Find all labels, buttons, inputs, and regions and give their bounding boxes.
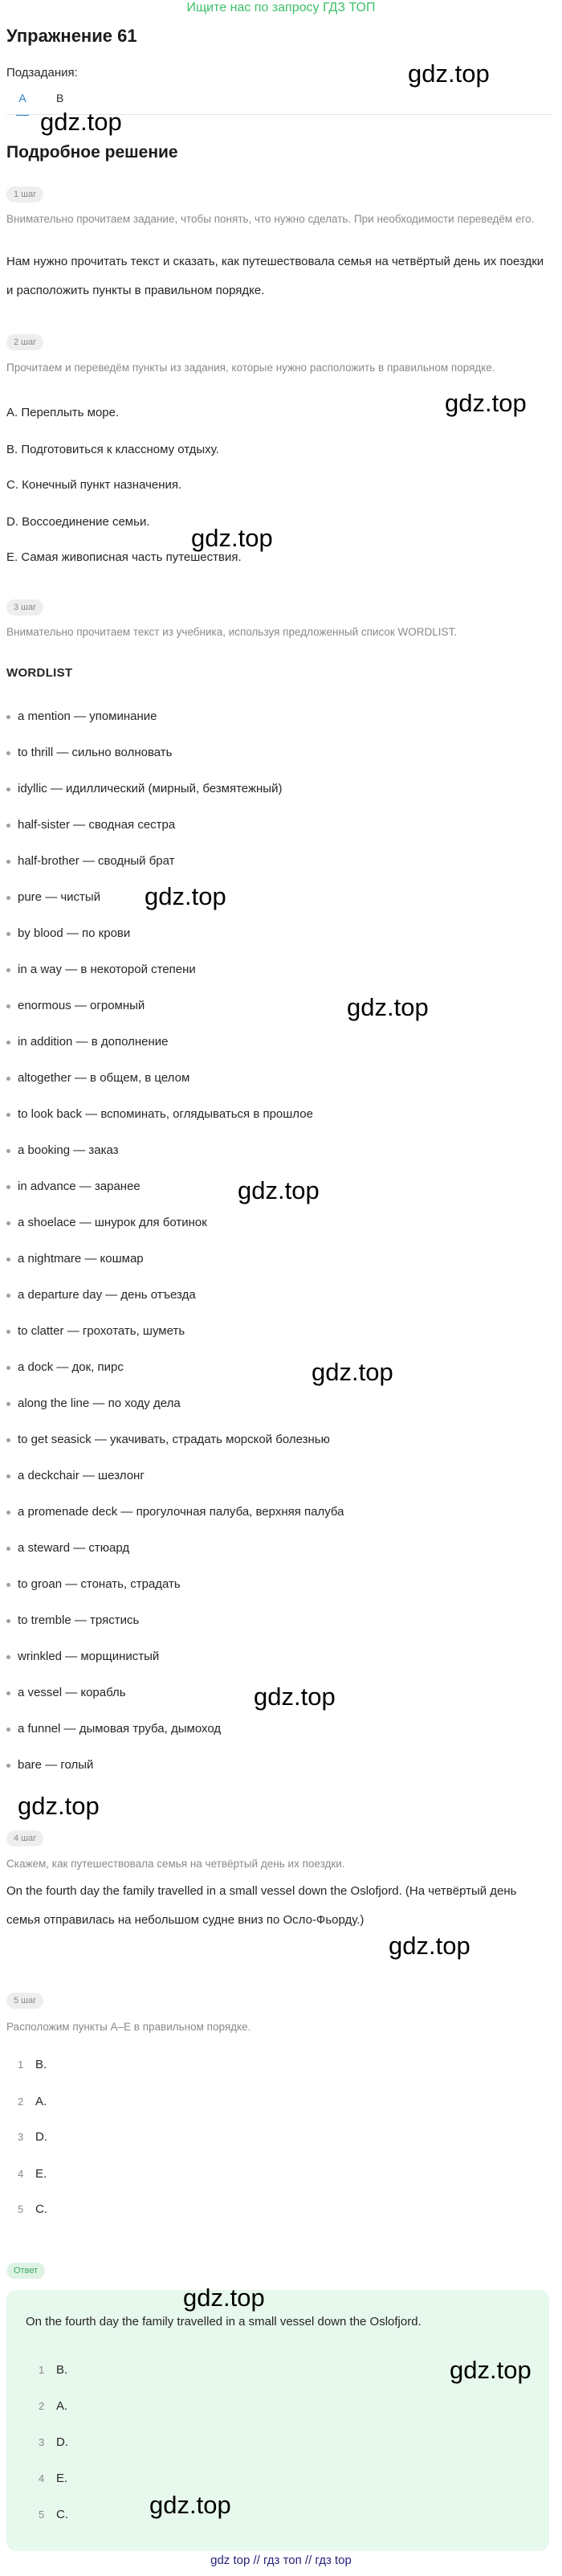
bullet-icon <box>6 824 10 828</box>
step-3-badge: 3 шаг <box>6 599 43 615</box>
wordlist-item <box>18 1504 344 1520</box>
order-number: 2 <box>39 2400 45 2412</box>
bullet-icon <box>6 932 10 936</box>
footer-links[interactable]: gdz top // гдз топ // гдз top <box>210 2554 352 2567</box>
wordlist-text: half-brother — сводный брат <box>18 854 175 868</box>
wordlist-text: enormous — огромный <box>18 999 145 1012</box>
watermark: gdz.top <box>408 59 490 88</box>
wordlist-text: in addition — в дополнение <box>18 1035 169 1049</box>
wordlist-text: a nightmare — кошмар <box>18 1252 144 1266</box>
step-1-badge: 1 шаг <box>6 186 43 202</box>
order-value: A. <box>35 2095 47 2108</box>
wordlist-item <box>18 817 175 833</box>
wordlist-item <box>18 1757 93 1773</box>
bullet-icon <box>6 1474 10 1478</box>
wordlist-text: altogether — в общем, в целом <box>18 1071 190 1085</box>
wordlist-item <box>18 1215 207 1231</box>
tab-a[interactable]: A <box>16 90 29 116</box>
order-value: D. <box>56 2435 68 2449</box>
order-number: 3 <box>39 2436 45 2448</box>
order-number: 4 <box>18 2168 24 2180</box>
watermark: gdz.top <box>312 1358 393 1386</box>
order-item <box>18 2094 47 2110</box>
search-banner[interactable]: Ищите нас по запросу ГДЗ ТОП <box>186 1 376 14</box>
order-number: 2 <box>18 2096 24 2108</box>
task-item-c: C. Конечный пункт назначения. <box>6 478 182 492</box>
step-1-text: Нам нужно прочитать текст и сказать, как путешествовала семья на четвёртый день их поездки и расположить пункты в правильном порядке. <box>6 255 544 297</box>
wordlist-item <box>18 962 196 978</box>
wordlist-text: along the line — по ходу дела <box>18 1396 181 1410</box>
order-number: 5 <box>18 2203 24 2215</box>
step-1-note: Внимательно прочитаем задание, чтобы понять, что нужно сделать. При необходимости переведём его. <box>6 213 535 225</box>
wordlist-item <box>18 1251 144 1267</box>
answer-order-item <box>39 2398 67 2414</box>
watermark: gdz.top <box>254 1683 336 1711</box>
step-2-note: Прочитаем и переведём пункты из задания, которые нужно расположить в правильном порядке. <box>6 362 495 374</box>
wordlist-item <box>18 1540 129 1556</box>
answer-order-item <box>39 2471 67 2487</box>
wordlist-text: pure — чистый <box>18 890 101 904</box>
wordlist-text: a mention — упоминание <box>18 709 157 723</box>
answer-order-item <box>39 2362 67 2378</box>
watermark: gdz.top <box>238 1176 320 1204</box>
bullet-icon <box>6 1113 10 1117</box>
bullet-icon <box>6 1764 10 1768</box>
order-number: 4 <box>39 2472 45 2484</box>
bullet-icon <box>6 715 10 719</box>
wordlist-item <box>18 781 282 797</box>
wordlist-item <box>18 1685 126 1701</box>
order-number: 3 <box>18 2131 24 2143</box>
order-value: D. <box>35 2130 47 2144</box>
order-value: E. <box>56 2472 68 2485</box>
wordlist-item <box>18 1143 119 1159</box>
watermark: gdz.top <box>149 2491 231 2519</box>
step-4-text: On the fourth day the family travelled in a small vessel down the Oslofjord. (На четвёртый день семья отправилась на небольшом судне вниз по Осло-Фьорду.) <box>6 1884 517 1927</box>
wordlist-text: a booking — заказ <box>18 1143 119 1157</box>
watermark: gdz.top <box>145 882 226 910</box>
order-item <box>18 2202 47 2218</box>
bullet-icon <box>6 860 10 864</box>
subtasks-label: Подзадания: <box>6 66 78 80</box>
bullet-icon <box>6 1402 10 1406</box>
bullet-icon <box>6 1655 10 1659</box>
wordlist-text: a shoelace — шнурок для ботинок <box>18 1216 207 1229</box>
wordlist-item <box>18 1468 145 1484</box>
wordlist-item <box>18 1106 313 1122</box>
step-5-note: Расположим пункты A–E в правильном порядке. <box>6 2021 251 2033</box>
wordlist-text: a deckchair — шезлонг <box>18 1469 145 1482</box>
task-item-d: D. Воссоединение семьи. <box>6 515 150 529</box>
bullet-icon <box>6 896 10 900</box>
order-value: C. <box>35 2202 47 2216</box>
bullet-icon <box>6 787 10 791</box>
bullet-icon <box>6 1691 10 1695</box>
task-item-a: A. Переплыть море. <box>6 406 120 419</box>
watermark: gdz.top <box>347 993 429 1021</box>
wordlist-item <box>18 1070 189 1086</box>
wordlist-text: a steward — стюард <box>18 1541 130 1555</box>
step-5-badge: 5 шаг <box>6 1993 43 2009</box>
wordlist-text: idyllic — идиллический (мирный, безмятежный) <box>18 782 283 795</box>
step-4-note: Скажем, как путешествовала семья на четвёртый день их поездки. <box>6 1858 345 1870</box>
bullet-icon <box>6 751 10 755</box>
wordlist-item <box>18 1360 124 1376</box>
bullet-icon <box>6 1004 10 1008</box>
step-4-badge: 4 шаг <box>6 1830 43 1846</box>
bullet-icon <box>6 1728 10 1732</box>
wordlist-item <box>18 1034 168 1050</box>
order-value: B. <box>35 2058 47 2071</box>
watermark: gdz.top <box>191 524 273 552</box>
watermark: gdz.top <box>183 2284 265 2312</box>
solution-title: Подробное решение <box>6 143 178 162</box>
watermark: gdz.top <box>450 2356 531 2384</box>
order-item <box>18 2166 47 2182</box>
wordlist-item <box>18 1613 139 1629</box>
answer-order-item <box>39 2435 68 2451</box>
wordlist-item <box>18 745 172 761</box>
wordlist-item <box>18 1396 181 1412</box>
wordlist-text: to groan — стонать, страдать <box>18 1577 181 1591</box>
order-number: 1 <box>18 2059 24 2071</box>
wordlist-item <box>18 1323 185 1339</box>
bullet-icon <box>6 1583 10 1587</box>
tab-b[interactable]: B <box>56 92 64 104</box>
watermark: gdz.top <box>40 108 122 136</box>
bullet-icon <box>6 1185 10 1189</box>
wordlist-item <box>18 1287 196 1303</box>
bullet-icon <box>6 968 10 972</box>
wordlist-text: to tremble — трястись <box>18 1613 140 1627</box>
bullet-icon <box>6 1149 10 1153</box>
wordlist-item <box>18 1576 181 1593</box>
wordlist-text: a promenade deck — прогулочная палуба, верхняя палуба <box>18 1505 344 1519</box>
wordlist-item <box>18 1721 221 1737</box>
wordlist-item <box>18 926 130 942</box>
bullet-icon <box>6 1438 10 1442</box>
wordlist-text: a funnel — дымовая труба, дымоход <box>18 1722 222 1736</box>
step-2-badge: 2 шаг <box>6 334 43 350</box>
wordlist-item <box>18 889 100 906</box>
watermark: gdz.top <box>445 389 527 417</box>
watermark: gdz.top <box>389 1932 470 1960</box>
bullet-icon <box>6 1041 10 1045</box>
wordlist-text: a departure day — день отъезда <box>18 1288 196 1302</box>
wordlist-text: bare — голый <box>18 1758 94 1772</box>
bullet-icon <box>6 1077 10 1081</box>
wordlist-title: WORDLIST <box>6 666 73 680</box>
watermark: gdz.top <box>18 1792 100 1820</box>
order-number: 1 <box>39 2364 45 2376</box>
order-number: 5 <box>39 2509 45 2521</box>
bullet-icon <box>6 1257 10 1261</box>
answer-order-item <box>39 2507 68 2523</box>
order-value: A. <box>56 2399 68 2413</box>
wordlist-text: to look back — вспоминать, оглядываться в прошлое <box>18 1107 313 1121</box>
wordlist-item <box>18 853 175 869</box>
wordlist-item <box>18 1432 330 1448</box>
bullet-icon <box>6 1619 10 1623</box>
wordlist-text: a dock — док, пирс <box>18 1360 124 1374</box>
wordlist-item <box>18 1179 140 1195</box>
wordlist-item <box>18 1649 159 1665</box>
wordlist-text: wrinkled — морщинистый <box>18 1650 160 1663</box>
bullet-icon <box>6 1366 10 1370</box>
task-item-e: E. Самая живописная часть путешествия. <box>6 550 242 564</box>
wordlist-text: a vessel — корабль <box>18 1686 126 1699</box>
order-item <box>18 2129 47 2145</box>
exercise-title: Упражнение 61 <box>6 26 137 46</box>
wordlist-text: in advance — заранее <box>18 1180 140 1193</box>
bullet-icon <box>6 1511 10 1515</box>
wordlist-text: by blood — по крови <box>18 926 131 940</box>
order-value: B. <box>56 2363 68 2377</box>
wordlist-item <box>18 709 157 725</box>
step-3-note: Внимательно прочитаем текст из учебника, используя предложенный список WORDLIST. <box>6 626 458 638</box>
task-item-b: B. Подготовиться к классному отдыху. <box>6 443 219 456</box>
bullet-icon <box>6 1221 10 1225</box>
order-value: C. <box>56 2508 68 2521</box>
order-value: E. <box>35 2167 47 2181</box>
wordlist-text: half-sister — сводная сестра <box>18 818 176 832</box>
order-item <box>18 2057 47 2073</box>
wordlist-text: to clatter — грохотать, шуметь <box>18 1324 185 1338</box>
answer-badge: Ответ <box>6 2263 45 2279</box>
wordlist-text: in a way — в некоторой степени <box>18 963 196 976</box>
answer-text: On the fourth day the family travelled in a small vessel down the Oslofjord. <box>26 2315 422 2329</box>
wordlist-item <box>18 998 145 1014</box>
wordlist-text: to get seasick — укачивать, страдать морской болезнью <box>18 1433 330 1446</box>
bullet-icon <box>6 1330 10 1334</box>
wordlist-text: to thrill — сильно волновать <box>18 746 173 759</box>
bullet-icon <box>6 1547 10 1551</box>
bullet-icon <box>6 1294 10 1298</box>
